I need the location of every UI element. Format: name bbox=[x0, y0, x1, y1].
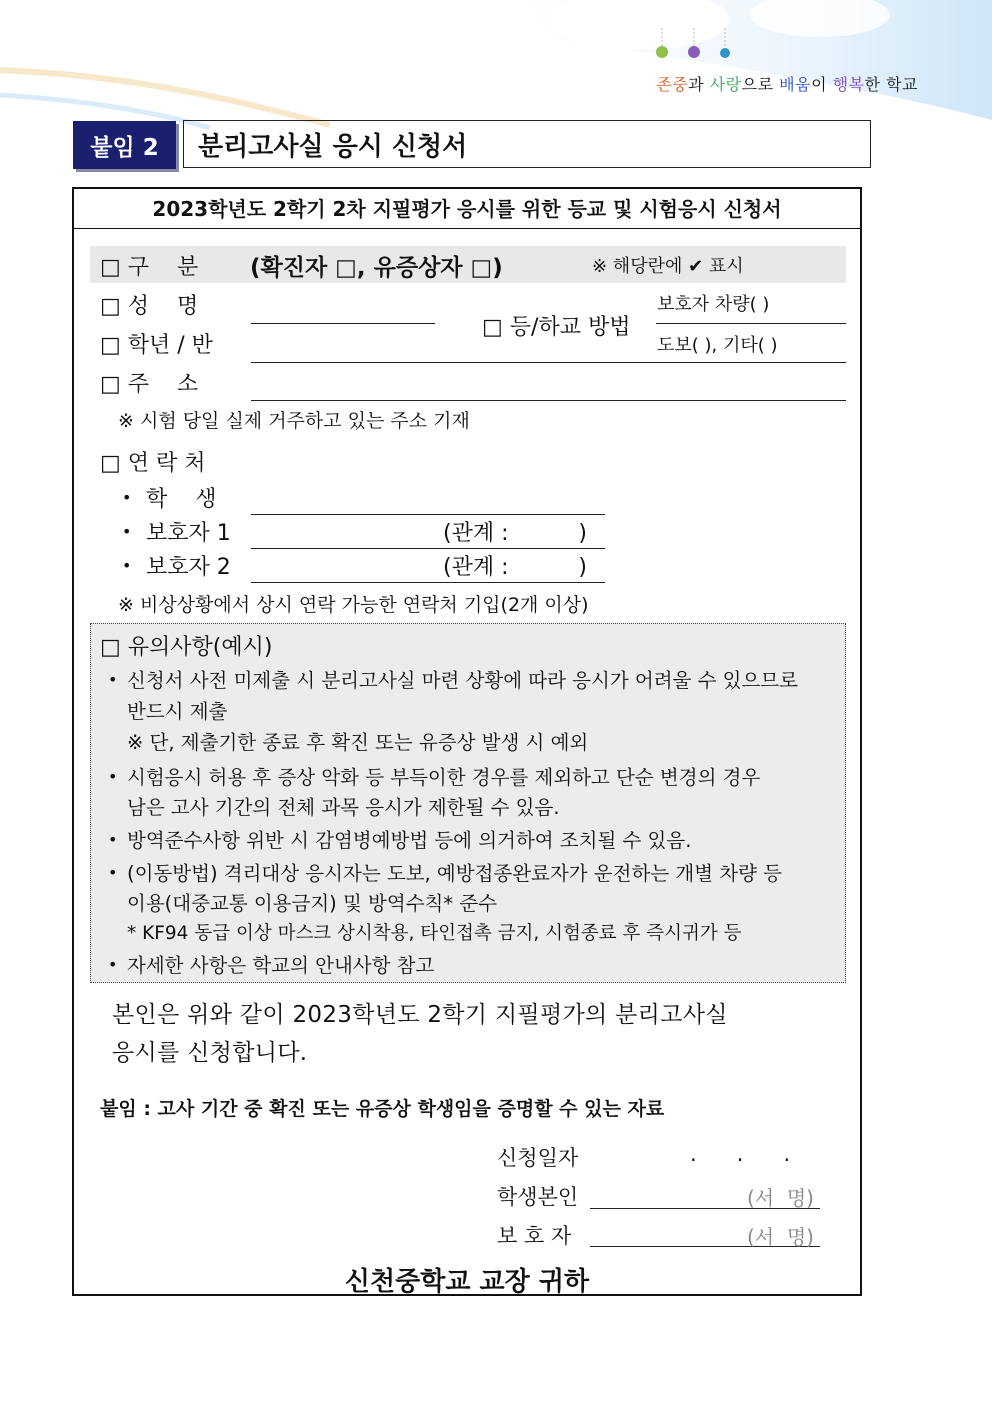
declaration-line: 본인은 위와 같이 2023학년도 2학기 지필평가의 분리고사실 bbox=[112, 1002, 728, 1028]
guardian-sign-label: 보 호 자 bbox=[497, 1224, 572, 1248]
date-field[interactable]: . . . bbox=[690, 1142, 791, 1166]
student-contact-field[interactable] bbox=[251, 514, 605, 515]
notice-title: □ 유의사항(예시) bbox=[100, 635, 273, 660]
header-decoration bbox=[0, 0, 992, 130]
contact-note: ※ 비상상황에서 상시 연락 가능한 연락처 기입(2개 이상) bbox=[118, 594, 589, 616]
notice-line: 자세한 사항은 학교의 안내사항 참고 bbox=[127, 954, 435, 977]
guardian1-field[interactable] bbox=[251, 548, 605, 549]
guardian2-label: 보호자 2 bbox=[146, 555, 231, 580]
guardian1-label: 보호자 1 bbox=[146, 521, 231, 546]
bullet-icon: • bbox=[108, 863, 118, 882]
contact-label: □ 연 락 처 bbox=[100, 451, 206, 476]
grade-class-field[interactable] bbox=[251, 362, 846, 363]
notice-line: ※ 단, 제출기한 종료 후 확진 또는 유증상 발생 시 예외 bbox=[127, 731, 589, 754]
bullet-icon: • bbox=[122, 488, 132, 507]
notice-line: 남은 고사 기간의 전체 과목 응시가 제한될 수 있음. bbox=[127, 796, 560, 819]
school-slogan: 존중과 사랑으로 배움이 행복한 학교 bbox=[656, 75, 918, 94]
student-contact-label: 학 생 bbox=[146, 487, 217, 512]
commute-label: □ 등/하교 방법 bbox=[482, 315, 631, 340]
category-note: ※ 해당란에 ✔ 표시 bbox=[592, 256, 744, 277]
guardian-sign-mark: (서 명) bbox=[747, 1225, 814, 1249]
name-label: □ 성 명 bbox=[100, 294, 199, 319]
bullet-icon: • bbox=[108, 670, 118, 689]
bullet-icon: • bbox=[122, 522, 132, 541]
guardian2-field[interactable] bbox=[251, 582, 605, 583]
notice-line: 방역준수사항 위반 시 감염병예방법 등에 의거하여 조치될 수 있음. bbox=[127, 829, 692, 852]
notice-line: 이용(대중교통 이용금지) 및 방역수칙* 준수 bbox=[127, 892, 497, 915]
student-sign-mark: (서 명) bbox=[747, 1186, 814, 1210]
guardian1-relation[interactable]: (관계 : ) bbox=[443, 521, 588, 546]
date-label: 신청일자 bbox=[497, 1146, 579, 1170]
bullet-icon: • bbox=[122, 556, 132, 575]
guardian2-relation[interactable]: (관계 : ) bbox=[443, 555, 588, 580]
notice-line: * KF94 동급 이상 마스크 상시착용, 타인접촉 금지, 시험종료 후 즉시귀가 등 bbox=[127, 923, 742, 944]
address-note: ※ 시험 당일 실제 거주하고 있는 주소 기재 bbox=[118, 410, 470, 432]
category-options[interactable]: (확진자 □, 유증상자 □) bbox=[250, 255, 503, 281]
declaration-line: 응시를 신청합니다. bbox=[112, 1040, 308, 1066]
commute-divider bbox=[656, 323, 846, 324]
attachment-badge: 붙임 2 bbox=[73, 121, 176, 169]
commute-option-walk[interactable]: 도보( ), 기타( ) bbox=[657, 335, 778, 356]
bullet-icon: • bbox=[108, 955, 118, 974]
decorative-dots-icon bbox=[650, 28, 740, 64]
page-title: 분리고사실 응시 신청서 bbox=[183, 120, 871, 168]
bullet-icon: • bbox=[108, 830, 118, 849]
grade-class-label: □ 학년 / 반 bbox=[100, 333, 213, 358]
bullet-icon: • bbox=[108, 767, 118, 786]
name-field[interactable] bbox=[251, 323, 435, 324]
addressee: 신천중학교 교장 귀하 bbox=[344, 1267, 590, 1297]
attachment-note: 붙임 : 고사 기간 중 확진 또는 유증상 학생임을 증명할 수 있는 자료 bbox=[100, 1098, 665, 1120]
notice-line: 반드시 제출 bbox=[127, 700, 228, 723]
notice-line: 시험응시 허용 후 증상 악화 등 부득이한 경우를 제외하고 단순 변경의 경우 bbox=[127, 766, 761, 789]
declaration bbox=[112, 996, 728, 1072]
form-heading: 2023학년도 2학기 2차 지필평가 응시를 위한 등교 및 시험응시 신청서 bbox=[72, 187, 862, 229]
commute-option-car[interactable]: 보호자 차량( ) bbox=[657, 294, 770, 315]
address-field[interactable] bbox=[251, 400, 846, 401]
address-label: □ 주 소 bbox=[100, 372, 199, 397]
notice-line: 신청서 사전 미제출 시 분리고사실 마련 상황에 따라 응시가 어려울 수 있으므로 bbox=[127, 669, 798, 692]
category-label: □ 구 분 bbox=[100, 255, 199, 280]
student-sign-label: 학생본인 bbox=[497, 1185, 579, 1209]
notice-line: (이동방법) 격리대상 응시자는 도보, 예방접종완료자가 운전하는 개별 차량 등 bbox=[127, 862, 782, 885]
